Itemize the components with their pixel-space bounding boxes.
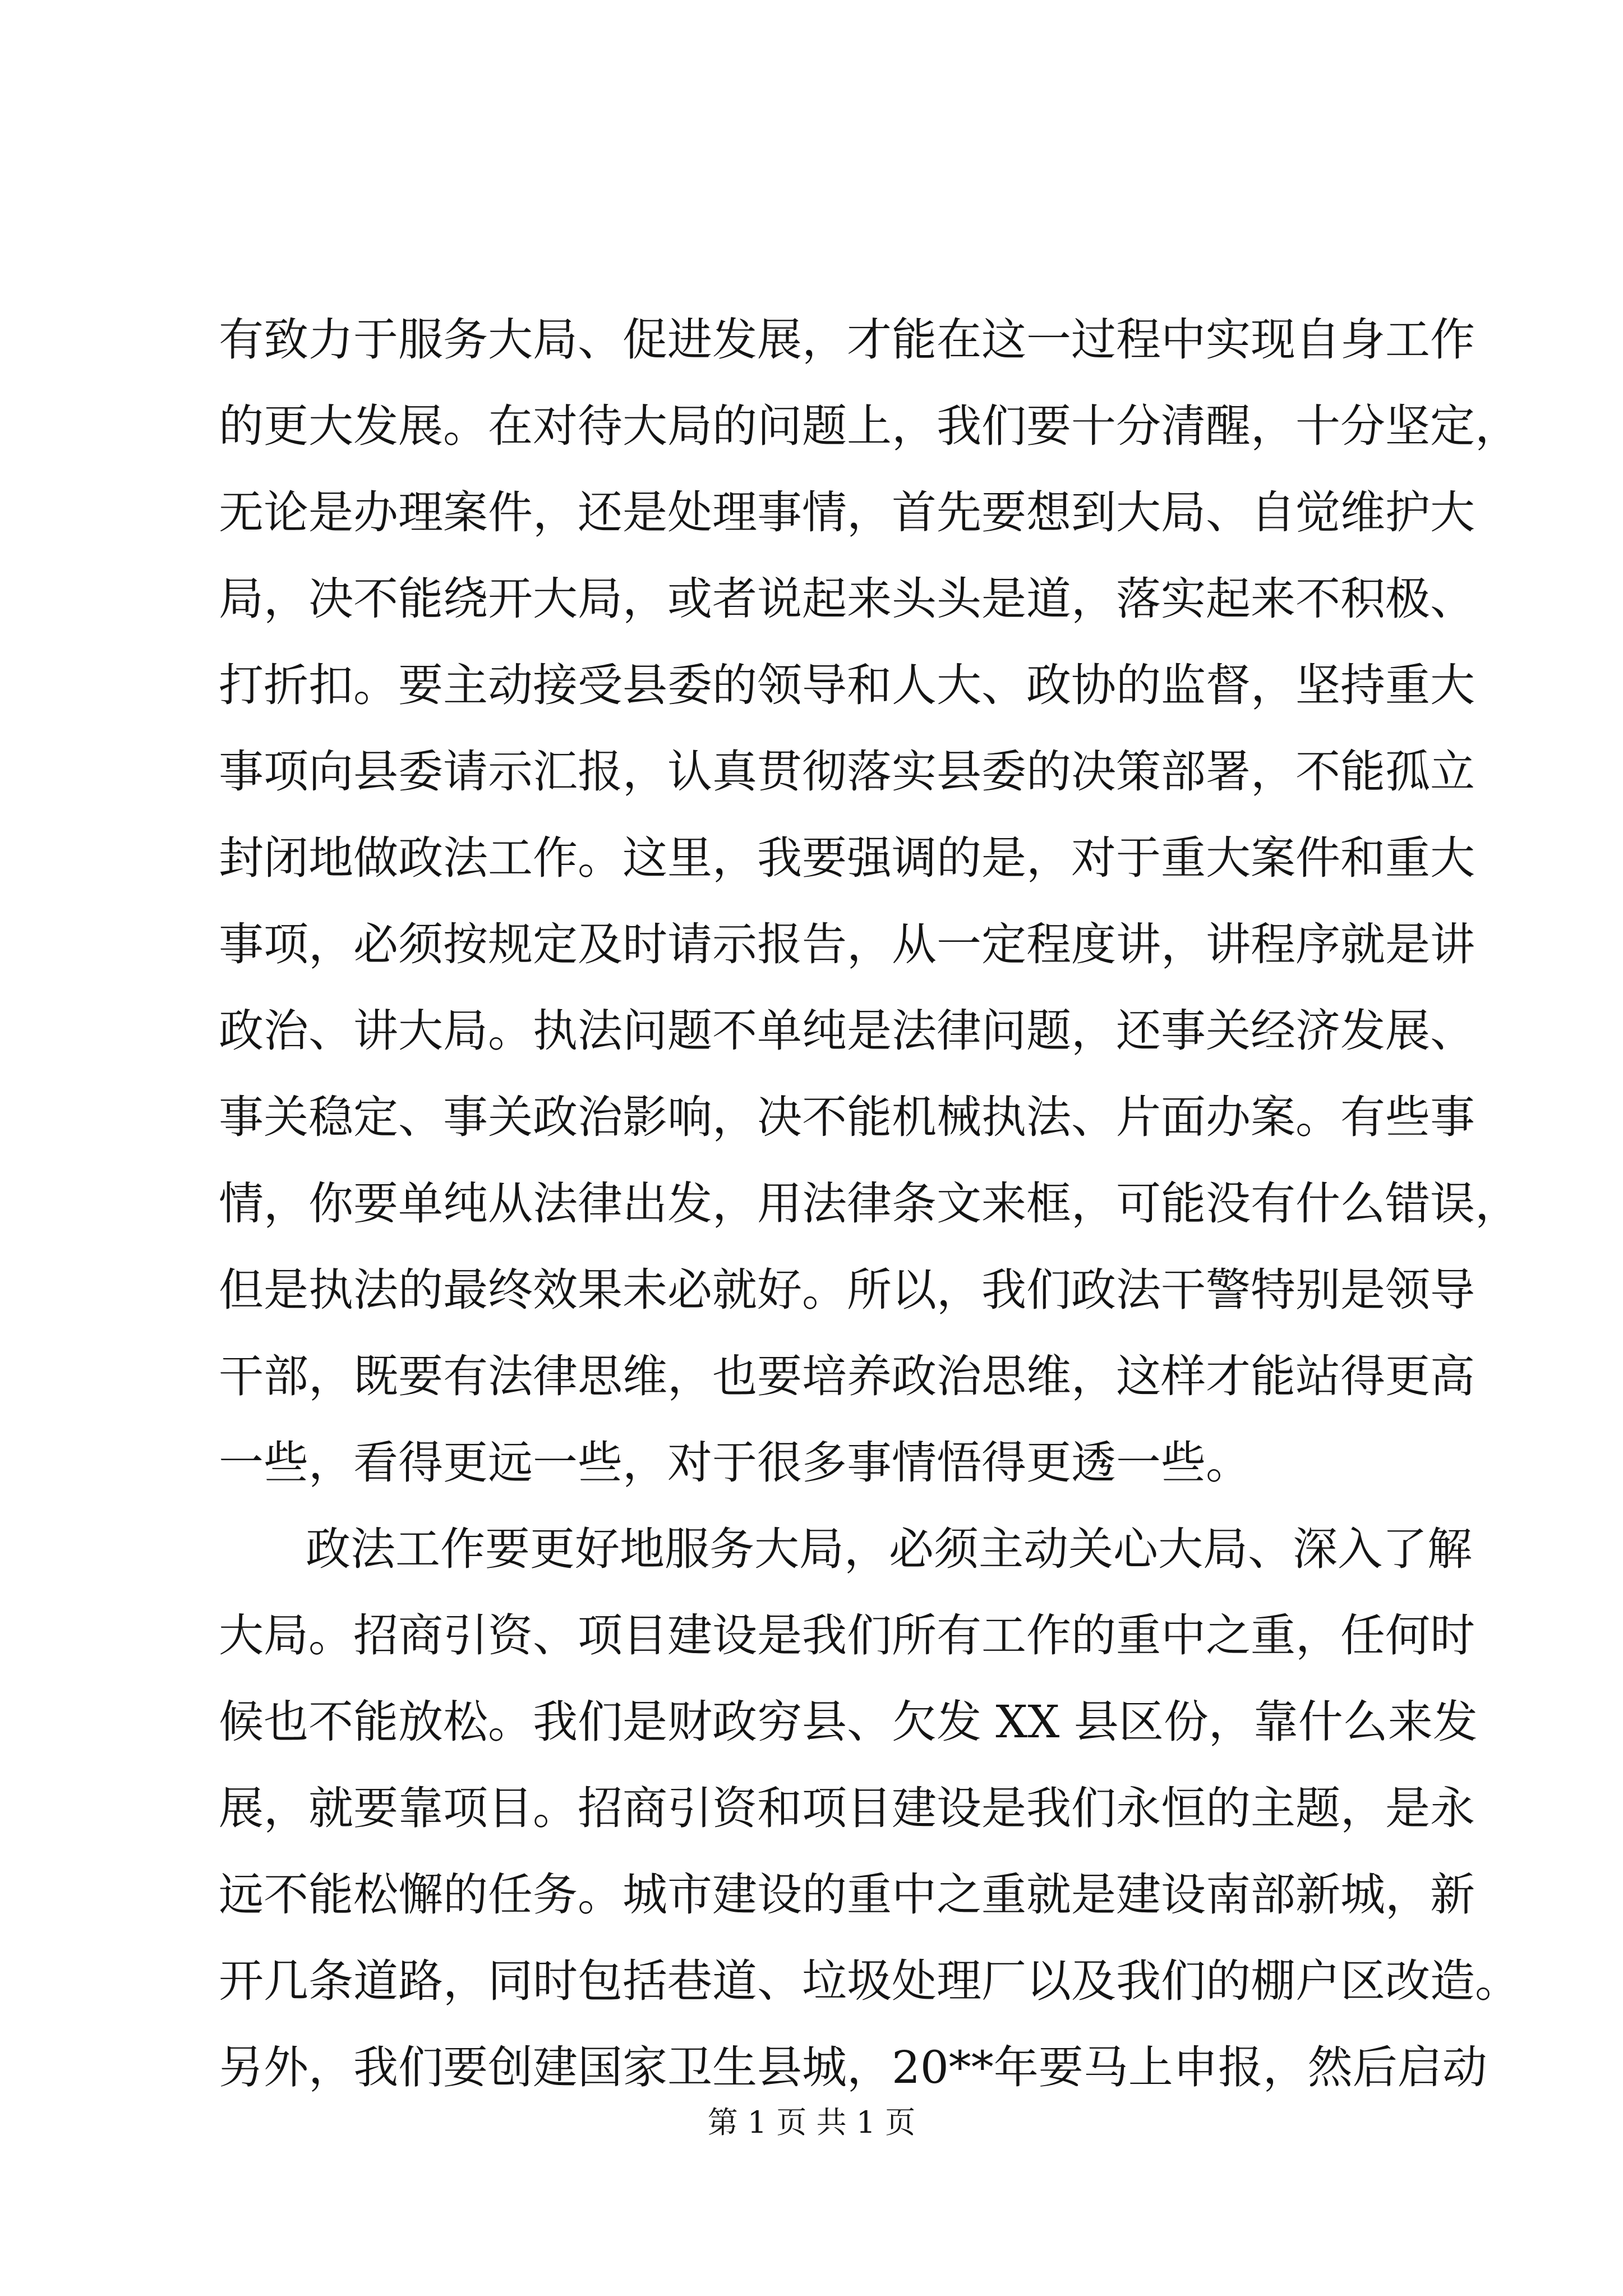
text-line: 展，就要靠项目。招商引资和项目建设是我们永恒的主题，是永 bbox=[219, 1782, 1475, 1834]
text-line: 一些，看得更远一些，对于很多事情悟得更透一些。 bbox=[219, 1437, 1251, 1489]
text-line: 打折扣。要主动接受县委的领导和人大、政协的监督，坚持重大 bbox=[219, 659, 1475, 711]
text-line: 远不能松懈的任务。城市建设的重中之重就是建设南部新城，新 bbox=[219, 1869, 1475, 1921]
text-line: 大局。招商引资、项目建设是我们所有工作的重中之重，任何时 bbox=[219, 1609, 1475, 1662]
text-line: 开几条道路，同时包括巷道、垃圾处理厂以及我们的棚户区改造。 bbox=[219, 1955, 1520, 2007]
text-line: 但是执法的最终效果未必就好。所以，我们政法干警特别是领导 bbox=[219, 1264, 1475, 1316]
text-line: 事项，必须按规定及时请示报告，从一定程度讲，讲程序就是讲 bbox=[219, 918, 1475, 970]
text-line: 局，决不能绕开大局，或者说起来头头是道，落实起来不积极、 bbox=[219, 573, 1475, 625]
text-line: 事项向县委请示汇报，认真贯彻落实县委的决策部署，不能孤立 bbox=[219, 746, 1475, 798]
text-line: 的更大发展。在对待大局的问题上，我们要十分清醒，十分坚定， bbox=[219, 400, 1520, 452]
text-line: 干部，既要有法律思维，也要培养政治思维，这样才能站得更高 bbox=[219, 1350, 1475, 1402]
text-line: 候也不能放松。我们是财政穷县、欠发 XX 县区份，靠什么来发 bbox=[219, 1696, 1478, 1748]
text-line: 政法工作要更好地服务大局，必须主动关心大局、深入了解 bbox=[306, 1523, 1472, 1575]
text-line: 事关稳定、事关政治影响，决不能机械执法、片面办案。有些事 bbox=[219, 1091, 1475, 1143]
text-line: 情，你要单纯从法律出发，用法律条文来框，可能没有什么错误， bbox=[219, 1177, 1520, 1230]
text-line: 封闭地做政法工作。这里，我要强调的是，对于重大案件和重大 bbox=[219, 832, 1475, 884]
text-line: 政治、讲大局。执法问题不单纯是法律问题，还事关经济发展、 bbox=[219, 1005, 1475, 1057]
text-line: 有致力于服务大局、促进发展，才能在这一过程中实现自身工作 bbox=[219, 314, 1475, 366]
text-line: 另外，我们要创建国家卫生县城，20**年要马上申报，然后启动 bbox=[219, 2041, 1487, 2093]
page-footer: 第 1 页 共 1 页 bbox=[707, 2105, 916, 2140]
text-line: 无论是办理案件，还是处理事情，首先要想到大局、自觉维护大 bbox=[219, 486, 1475, 539]
